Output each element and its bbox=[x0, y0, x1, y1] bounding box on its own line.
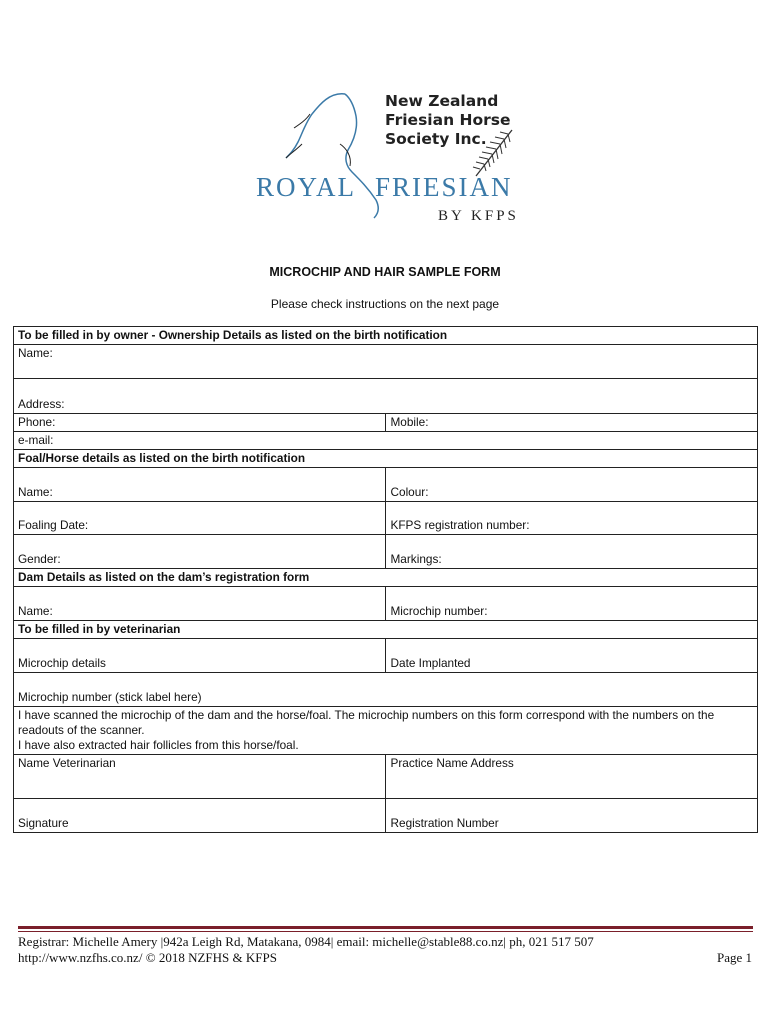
foal-colour-field[interactable]: Colour: bbox=[386, 468, 758, 502]
logo-by-kfps: BY KFPS bbox=[438, 208, 519, 224]
form-table bbox=[13, 326, 758, 833]
foal-header: Foal/Horse details as listed on the birth notification bbox=[14, 450, 758, 468]
footer-website: http://www.nzfhs.co.nz/ © 2018 NZFHS & KFPS bbox=[18, 950, 277, 965]
owner-mobile-field[interactable]: Mobile: bbox=[386, 414, 758, 432]
dam-name-field[interactable]: Name: bbox=[14, 587, 386, 621]
gender-field[interactable]: Gender: bbox=[14, 535, 386, 569]
form-subtitle: Please check instructions on the next page bbox=[270, 297, 500, 311]
footer bbox=[18, 934, 594, 966]
signature-field[interactable]: Signature bbox=[14, 799, 386, 833]
footer-registrar: Registrar: Michelle Amery |942a Leigh Rd, Matakana, 0984| email: michelle@stable88.co.nz| ph, 021 517 507 bbox=[18, 934, 594, 949]
society-line-1: New Zealand bbox=[385, 92, 499, 110]
foal-name-field[interactable]: Name: bbox=[14, 468, 386, 502]
owner-phone-field[interactable]: Phone: bbox=[14, 414, 386, 432]
dam-microchip-field[interactable]: Microchip number: bbox=[386, 587, 758, 621]
microchip-details-field[interactable]: Microchip details bbox=[14, 639, 386, 673]
society-line-2: Friesian Horse bbox=[385, 111, 511, 129]
vet-header: To be filled in by veterinarian bbox=[14, 621, 758, 639]
page-number: Page 1 bbox=[716, 950, 752, 965]
vet-statement-scan: I have scanned the microchip of the dam and the horse/foal. The microchip numbers on this form correspond with the numbers on the readouts of the scanner. bbox=[18, 708, 715, 737]
registration-number-field[interactable]: Registration Number bbox=[386, 799, 758, 833]
date-implanted-field[interactable]: Date Implanted bbox=[386, 639, 758, 673]
vet-statement bbox=[14, 707, 758, 755]
logo-friesian: FRIESIAN bbox=[375, 172, 513, 202]
form-title: MICROCHIP AND HAIR SAMPLE FORM bbox=[269, 265, 501, 279]
vet-name-field[interactable]: Name Veterinarian bbox=[14, 755, 386, 799]
owner-header: To be filled in by owner - Ownership Details as listed on the birth notification bbox=[14, 327, 758, 345]
dam-header: Dam Details as listed on the dam’s registration form bbox=[14, 569, 758, 587]
footer-rule-thin bbox=[18, 931, 753, 932]
practice-address-field[interactable]: Practice Name Address bbox=[386, 755, 758, 799]
society-name bbox=[385, 92, 511, 149]
microchip-number-field[interactable]: Microchip number (stick label here) bbox=[14, 673, 758, 707]
markings-field[interactable]: Markings: bbox=[386, 535, 758, 569]
foaling-date-field[interactable]: Foaling Date: bbox=[14, 502, 386, 535]
kfps-registration-field[interactable]: KFPS registration number: bbox=[386, 502, 758, 535]
logo-royal: ROYAL bbox=[256, 172, 357, 202]
vet-statement-hair: I have also extracted hair follicles from this horse/foal. bbox=[18, 738, 299, 752]
owner-email-field[interactable]: e-mail: bbox=[14, 432, 758, 450]
owner-name-field[interactable]: Name: bbox=[14, 345, 758, 379]
footer-rule bbox=[18, 926, 753, 929]
owner-address-field[interactable]: Address: bbox=[14, 379, 758, 414]
society-line-3: Society Inc. bbox=[385, 130, 487, 148]
